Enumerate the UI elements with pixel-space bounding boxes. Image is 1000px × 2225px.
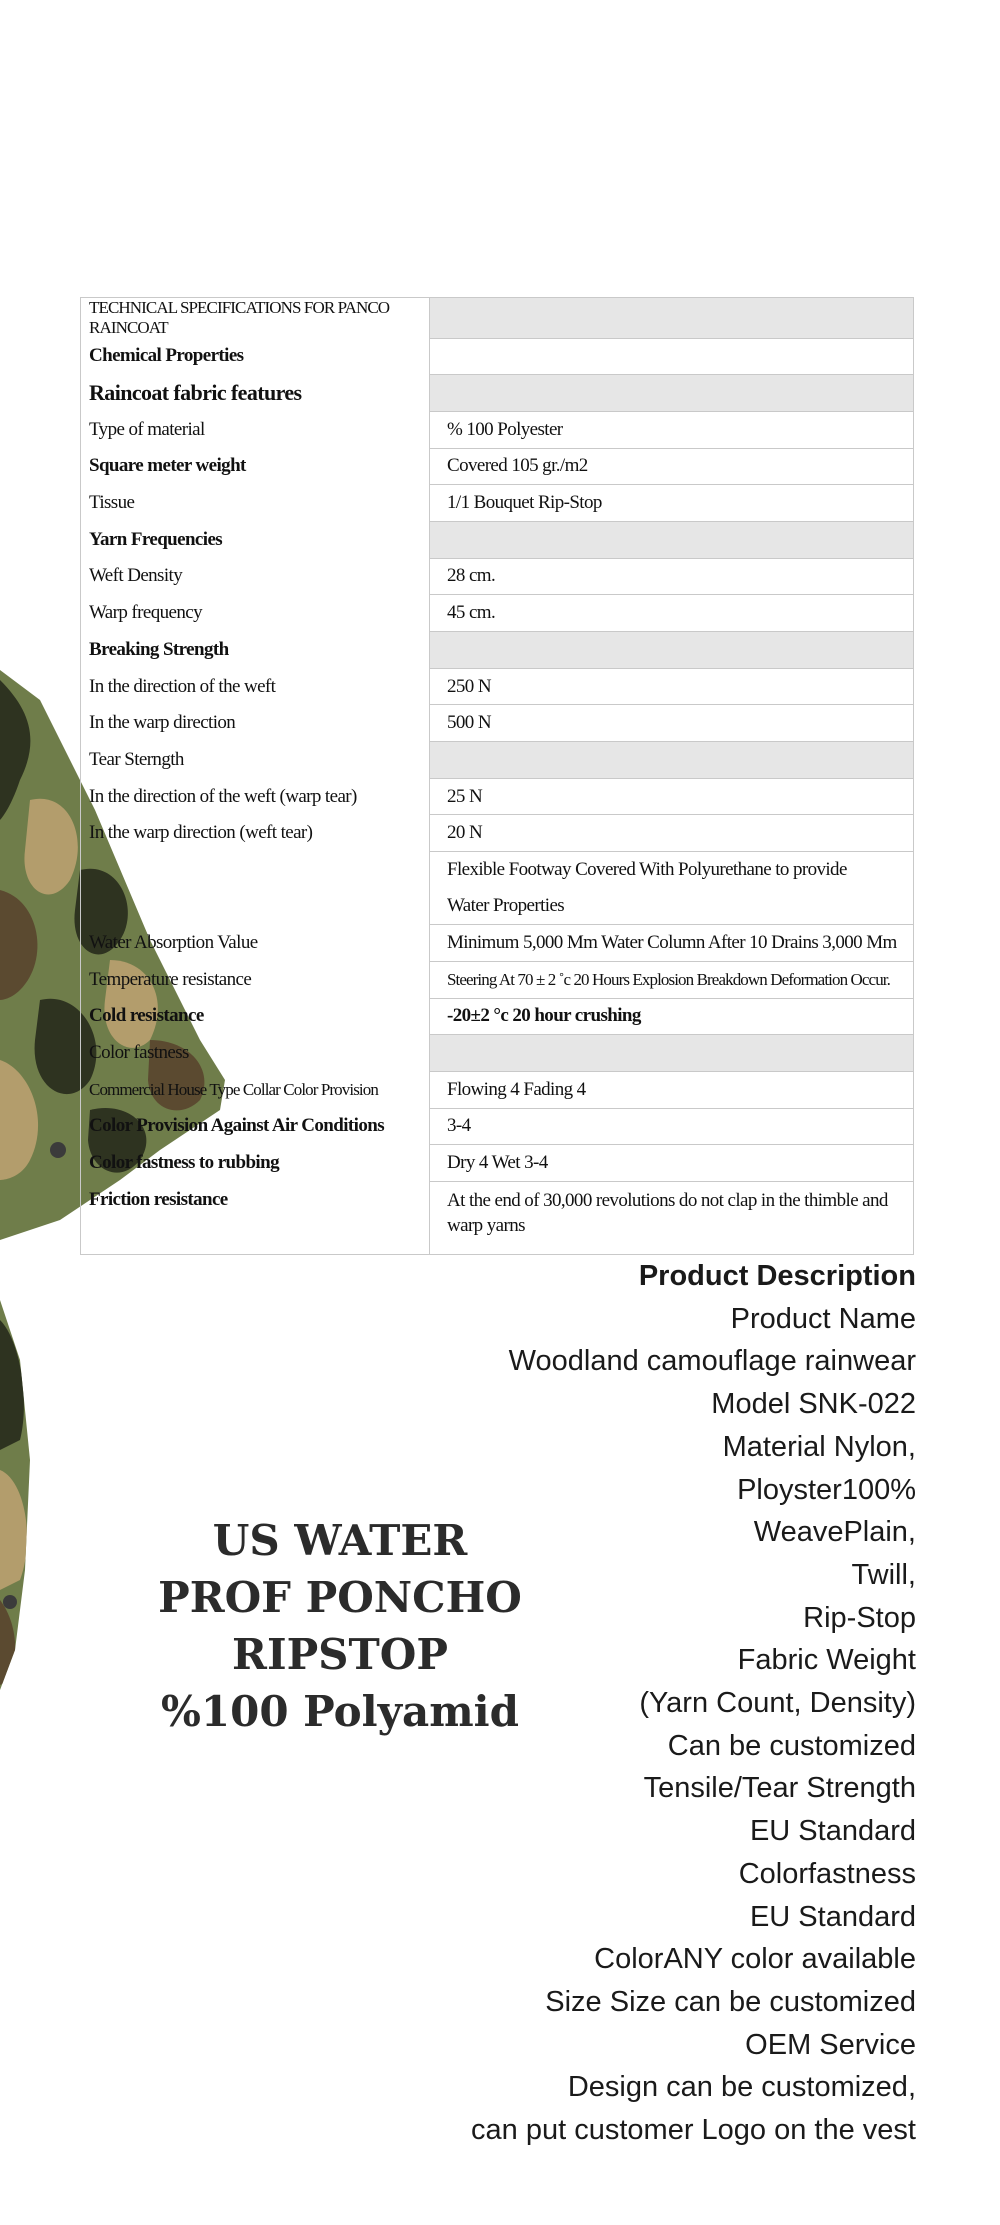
spec-row [81,705,914,742]
spec-row [81,852,914,925]
spec-row [81,1035,914,1072]
description-line: Twill, [851,1558,916,1591]
description-line: Colorfastness [738,1857,916,1890]
spec-value [430,521,914,558]
description-line: EU Standard [749,1900,916,1933]
spec-value: At the end of 30,000 revolutions do not clap in the thimble and warp yarns [430,1181,914,1254]
title-line: US WATER [212,1516,468,1565]
spec-value: % 100 Polyester [430,411,914,448]
spec-row [81,558,914,595]
spec-label: Color Provision Against Air Conditions [81,1108,430,1145]
spec-value [430,632,914,669]
spec-label: Type of material [81,411,430,448]
spec-row [81,668,914,705]
description-heading: Product Description [638,1260,916,1292]
description-line: Fabric Weight [737,1644,916,1677]
title-line: %100 Polyamid [160,1687,519,1736]
spec-row [81,411,914,448]
spec-row [81,1071,914,1108]
product-description [316,1255,916,2152]
description-lines [316,1298,916,2152]
spec-row [81,338,914,375]
spec-row [81,778,914,815]
description-line: Size Size can be customized [545,1985,916,2018]
spec-value [430,338,914,375]
spec-value [430,742,914,779]
description-line: Model SNK-022 [711,1388,916,1421]
spec-row [81,632,914,669]
spec-label: Chemical Properties [81,338,430,375]
spec-row [81,998,914,1035]
spec-row [81,1108,914,1145]
spec-label: Commercial House Type Collar Color Provision [81,1071,430,1108]
spec-table-body [81,298,914,1255]
spec-value [430,852,914,925]
spec-label: Tissue [81,485,430,522]
spec-row [81,298,914,339]
spec-value: 1/1 Bouquet Rip-Stop [430,485,914,522]
spec-label: In the warp direction [81,705,430,742]
spec-value: 500 N [430,705,914,742]
spec-row [81,375,914,412]
spec-label: Water Absorption Value [81,925,430,962]
spec-label: Color fastness to rubbing [81,1145,430,1182]
title-line: RIPSTOP [232,1630,448,1679]
spec-row [81,521,914,558]
spec-value: Steering At 70 ± 2 ˚c 20 Hours Explosion Breakdown Deformation Occur. [430,961,914,998]
spec-row [81,448,914,485]
spec-row [81,595,914,632]
spec-label: Yarn Frequencies [81,521,430,558]
description-line: Woodland camouflage rainwear [508,1345,916,1378]
spec-label: Color fastness [81,1035,430,1072]
spec-label: Cold resistance [81,998,430,1035]
spec-value: 28 cm. [430,558,914,595]
spec-row [81,925,914,962]
description-line: WeavePlain, [753,1516,916,1549]
spec-label: Square meter weight [81,448,430,485]
description-line: Material Nylon, [722,1430,916,1463]
spec-value: Dry 4 Wet 3-4 [430,1145,914,1182]
spec-row [81,1181,914,1254]
spec-label: In the direction of the weft (warp tear) [81,778,430,815]
spec-value-line: Flexible Footway Covered With Polyurethane to provide [447,859,847,881]
spec-value [430,1035,914,1072]
spec-row [81,485,914,522]
spec-value [430,298,914,339]
spec-value: 45 cm. [430,595,914,632]
spec-value-line: Water Properties [447,895,565,917]
spec-table [80,297,914,1255]
spec-value: -20±2 °c 20 hour crushing [430,998,914,1035]
description-line: ColorANY color available [594,1943,916,1976]
description-line: Ployster100% [737,1473,916,1506]
spec-value: 3-4 [430,1108,914,1145]
spec-value: 250 N [430,668,914,705]
spec-label: Tear Sterngth [81,742,430,779]
spec-label: Weft Density [81,558,430,595]
spec-row [81,815,914,852]
description-line: Tensile/Tear Strength [643,1772,916,1805]
spec-value: Flowing 4 Fading 4 [430,1071,914,1108]
spec-row [81,1145,914,1182]
spec-value: 20 N [430,815,914,852]
description-line: EU Standard [749,1815,916,1848]
description-line: can put customer Logo on the vest [471,2114,916,2147]
spec-label: Raincoat fabric features [81,375,430,412]
description-line: OEM Service [745,2028,916,2061]
spec-row [81,961,914,998]
spec-value: 25 N [430,778,914,815]
description-line: Product Name [730,1302,916,1335]
spec-label: Friction resistance [81,1181,430,1254]
description-line: Rip-Stop [803,1601,916,1634]
description-line: Can be customized [667,1729,916,1762]
description-line: Design can be customized, [567,2071,916,2104]
spec-value [430,375,914,412]
spec-label: TECHNICAL SPECIFICATIONS FOR PANCO RAINCOAT [81,298,430,339]
spec-label [81,852,430,925]
spec-row [81,742,914,779]
spec-label: Breaking Strength [81,632,430,669]
spec-label: In the warp direction (weft tear) [81,815,430,852]
spec-label: Warp frequency [81,595,430,632]
spec-label: In the direction of the weft [81,668,430,705]
spec-value: Covered 105 gr./m2 [430,448,914,485]
spec-value: Minimum 5,000 Mm Water Column After 10 Drains 3,000 Mm [430,925,914,962]
description-line: (Yarn Count, Density) [639,1687,916,1720]
spec-label: Temperature resistance [81,961,430,998]
title-line: PROF PONCHO [158,1573,522,1622]
